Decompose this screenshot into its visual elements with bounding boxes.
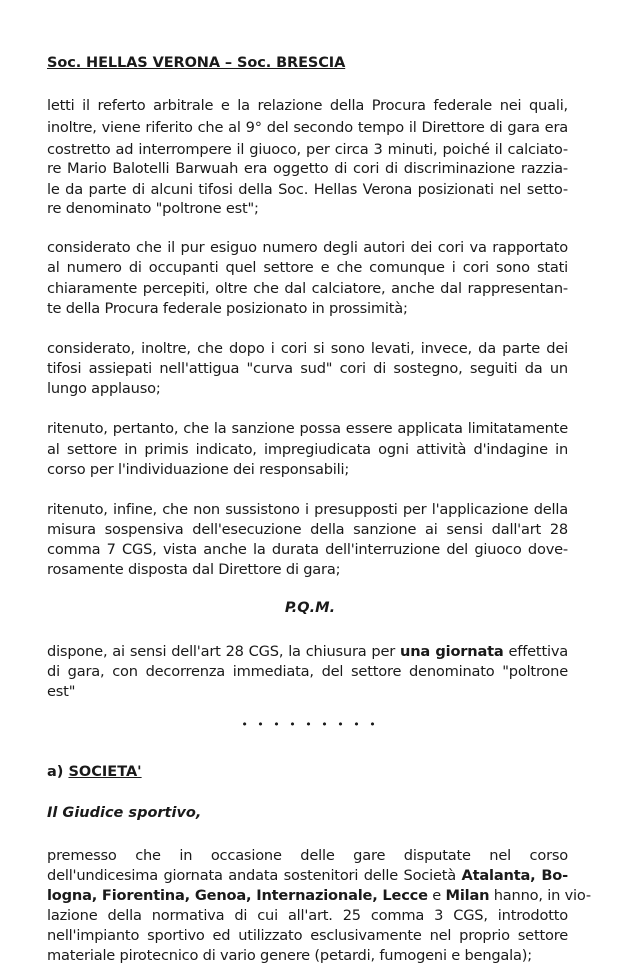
pqm-heading: P.Q.M. [284,600,336,616]
para4-line: al settore in primis indicato, impregiudicata ogni attività d'indagine in [47,441,568,458]
dispone-line [47,642,568,662]
para4-line: corso per l'individuazione dei responsabili; [47,461,350,478]
para6-text: e [432,887,442,904]
para6-line: nell'impianto sportivo ed utilizzato esclusivamente nel proprio settore [47,927,568,944]
giudice-heading: Il Giudice sportivo, [47,805,202,821]
para6-text: dell'undicesima giornata andata sostenitori delle Società [47,867,457,884]
para6-bold: Milan [445,887,490,904]
para2-line: al numero di occupanti quel settore e che comunque i cori sono stati [47,259,568,276]
para5-line: comma 7 CGS, vista anche la durata dell'interruzione del giuoco dove- [47,541,568,558]
separator-dots: • • • • • • • • • [241,718,379,731]
dispone-text: dispone, ai sensi dell'art 28 CGS, la chiusura per [47,643,396,660]
para1-line: le da parte di alcuni tifosi della Soc. Hellas Verona posizionati nel setto- [47,181,568,198]
para2-line: te della Procura federale posizionato in prossimità; [47,300,408,317]
para3-line: tifosi assiepati nell'attigua "curva sud" cori di sostegno, seguiti da un [47,360,568,377]
dispone-bold: una giornata [400,643,504,660]
section-prefix: a) [47,764,64,780]
para1-line: re Mario Balotelli Barwuah era oggetto di cori di discriminazione razzia- [47,160,568,177]
para6-line: materiale pirotecnico di vario genere (petardi, fumogeni e bengala); [47,947,532,964]
para6-bold: Atalanta, Bo- [461,867,568,884]
para4-line: ritenuto, pertanto, che la sanzione possa essere applicata limitatamente [47,420,568,437]
para1-line: inoltre, viene riferito che al 9° del secondo tempo il Direttore di gara era [47,119,568,136]
para2-line: chiaramente percepiti, oltre che dal calciatore, anche dal rappresentan- [47,280,568,297]
para1-line: re denominato "poltrone est"; [47,200,259,217]
para6-line: lazione della normativa di cui all'art. 25 comma 3 CGS, introdotto [47,907,568,924]
para1-line: letti il referto arbitrale e la relazione della Procura federale nei quali, [47,97,568,114]
para5-line: ritenuto, infine, che non sussistono i presupposti per l'applicazione della [47,501,568,518]
section-label: SOCIETA' [68,764,142,780]
dispone-text: effettiva [508,643,568,660]
section-heading [47,764,142,780]
para6-line [47,866,568,886]
para1-line: costretto ad interrompere il giuoco, per circa 3 minuti, poiché il calciato- [47,141,568,158]
para5-line: rosamente disposta dal Direttore di gara; [47,561,341,578]
para5-line: misura sospensiva dell'esecuzione della sanzione ai sensi dall'art 28 [47,521,568,538]
para6-text: hanno, in vio- [493,887,591,904]
dispone-line: est" [47,683,76,700]
para6-bold: logna, Fiorentina, Genoa, Internazionale, Lecce [47,887,428,904]
match-title: Soc. HELLAS VERONA – Soc. BRESCIA [47,55,346,71]
para6-line [47,886,591,906]
dispone-line: di gara, con decorrenza immediata, del settore denominato "poltrone [47,663,568,680]
para3-line: lungo applauso; [47,380,161,397]
para3-line: considerato, inoltre, che dopo i cori si sono levati, invece, da parte dei [47,340,568,357]
para6-line: premesso che in occasione delle gare disputate nel corso [47,847,568,864]
para2-line: considerato che il pur esiguo numero degli autori dei cori va rapportato [47,239,568,256]
